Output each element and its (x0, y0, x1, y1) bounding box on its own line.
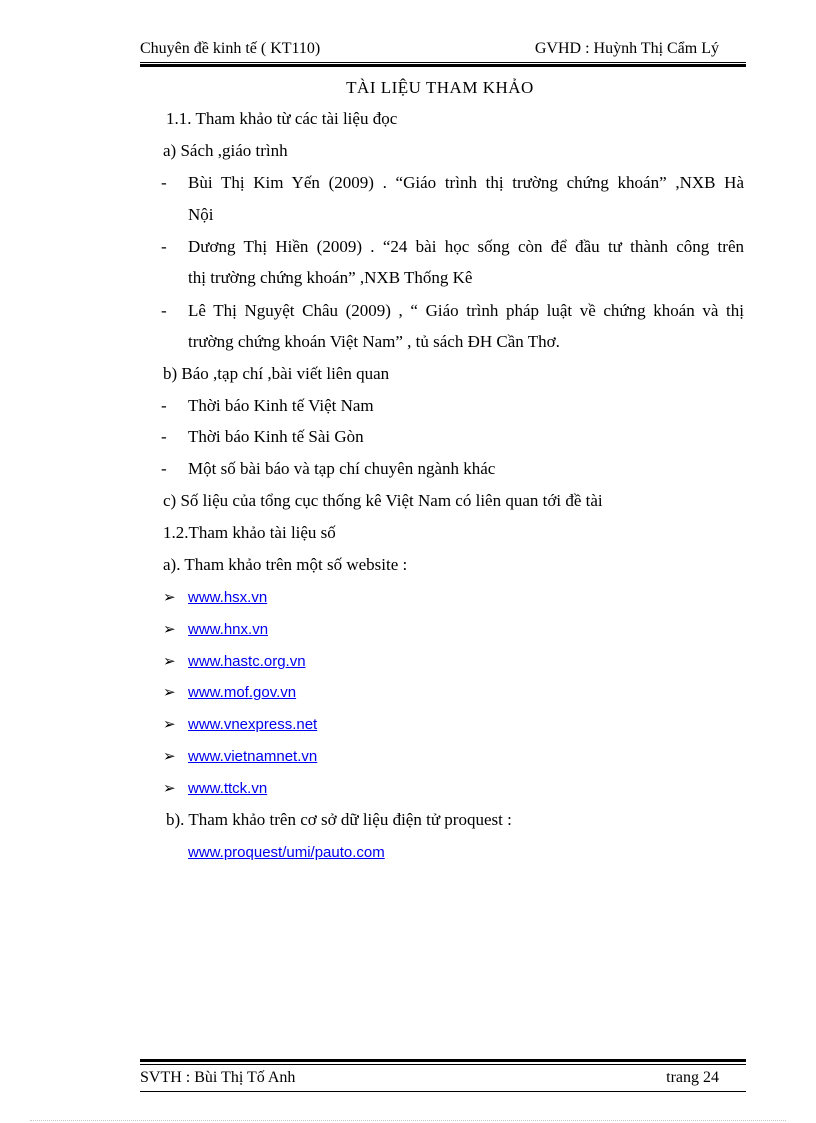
database-heading: b). Tham khảo trên cơ sở dữ liệu điện tử proquest : (166, 810, 512, 829)
footer-page-number: trang 24 (666, 1069, 719, 1086)
subsection-b-newspapers: b) Báo ,tạp chí ,bài viết liên quan (163, 364, 390, 383)
newspaper-3: Một số bài báo và tạp chí chuyên ngành khác (188, 459, 496, 478)
arrow-bullet-icon: ➢ (163, 622, 176, 638)
header-rule-thick (140, 64, 746, 67)
database-link-proquest[interactable]: www.proquest/umi/pauto.com (188, 844, 385, 861)
website-link-hnx[interactable]: www.hnx.vn (188, 621, 269, 638)
arrow-bullet-icon: ➢ (163, 685, 176, 701)
website-item (188, 651, 306, 671)
book-3-line-1: Lê Thị Nguyệt Châu (2009) , “ Giáo trình pháp luật về chứng khoán và thị (188, 301, 744, 320)
list-dash: - (161, 173, 167, 192)
list-dash: - (161, 396, 167, 415)
arrow-bullet-icon: ➢ (163, 590, 176, 606)
arrow-bullet-icon: ➢ (163, 654, 176, 670)
newspaper-2: Thời báo Kinh tế Sài Gòn (188, 427, 364, 446)
website-item (188, 682, 296, 702)
website-link-vnexpress[interactable]: www.vnexpress.net (188, 716, 318, 733)
website-item (188, 746, 317, 766)
website-item (188, 778, 267, 798)
subsection-c-statistics: c) Số liệu của tổng cục thống kê Việt Nam có liên quan tới đề tài (163, 491, 603, 510)
website-item (188, 714, 317, 734)
arrow-bullet-icon: ➢ (163, 749, 176, 765)
book-2-line-2: thị trường chứng khoán” ,NXB Thống Kê (188, 268, 473, 287)
page-edge-dotted-line (30, 1120, 786, 1121)
website-link-hsx[interactable]: www.hsx.vn (188, 589, 268, 606)
website-link-vietnamnet[interactable]: www.vietnamnet.vn (188, 748, 318, 765)
header-course: Chuyên đề kinh tế ( KT110) (140, 40, 321, 57)
website-item (188, 619, 268, 639)
website-link-mof[interactable]: www.mof.gov.vn (188, 684, 297, 701)
website-link-hastc[interactable]: www.hastc.org.vn (188, 653, 306, 670)
section-1-1-heading: 1.1. Tham khảo từ các tài liệu đọc (166, 109, 398, 128)
header-advisor: GVHD : Huỳnh Thị Cẩm Lý (534, 40, 719, 57)
list-dash: - (161, 237, 167, 256)
footer-rule-thick (140, 1059, 746, 1062)
footer-rule-thin (140, 1064, 746, 1065)
database-item (188, 842, 385, 862)
subsection-a-books: a) Sách ,giáo trình (163, 141, 288, 160)
book-1-line-2: Nội (188, 205, 214, 224)
book-1-line-1: Bùi Thị Kim Yến (2009) . “Giáo trình thị trường chứng khoán” ,NXB Hà (188, 173, 744, 192)
list-dash: - (161, 301, 167, 320)
section-1-2-heading: 1.2.Tham khảo tài liệu số (163, 523, 336, 542)
header-rule-thin (140, 62, 746, 63)
list-dash: - (161, 459, 167, 478)
footer-bottom-rule (140, 1091, 746, 1092)
website-item (188, 587, 267, 607)
book-3-line-2: trường chứng khoán Việt Nam” , tủ sách ĐH Cần Thơ. (188, 332, 560, 351)
footer-student: SVTH : Bùi Thị Tố Anh (140, 1069, 296, 1086)
book-2-line-1: Dương Thị Hiền (2009) . “24 bài học sống còn để đầu tư thành công trên (188, 237, 744, 256)
arrow-bullet-icon: ➢ (163, 781, 176, 797)
list-dash: - (161, 427, 167, 446)
arrow-bullet-icon: ➢ (163, 717, 176, 733)
newspaper-1: Thời báo Kinh tế Việt Nam (188, 396, 374, 415)
website-link-ttck[interactable]: www.ttck.vn (188, 780, 268, 797)
page-title: TÀI LIỆU THAM KHẢO (346, 78, 534, 97)
website-heading: a). Tham khảo trên một số website : (163, 555, 408, 574)
